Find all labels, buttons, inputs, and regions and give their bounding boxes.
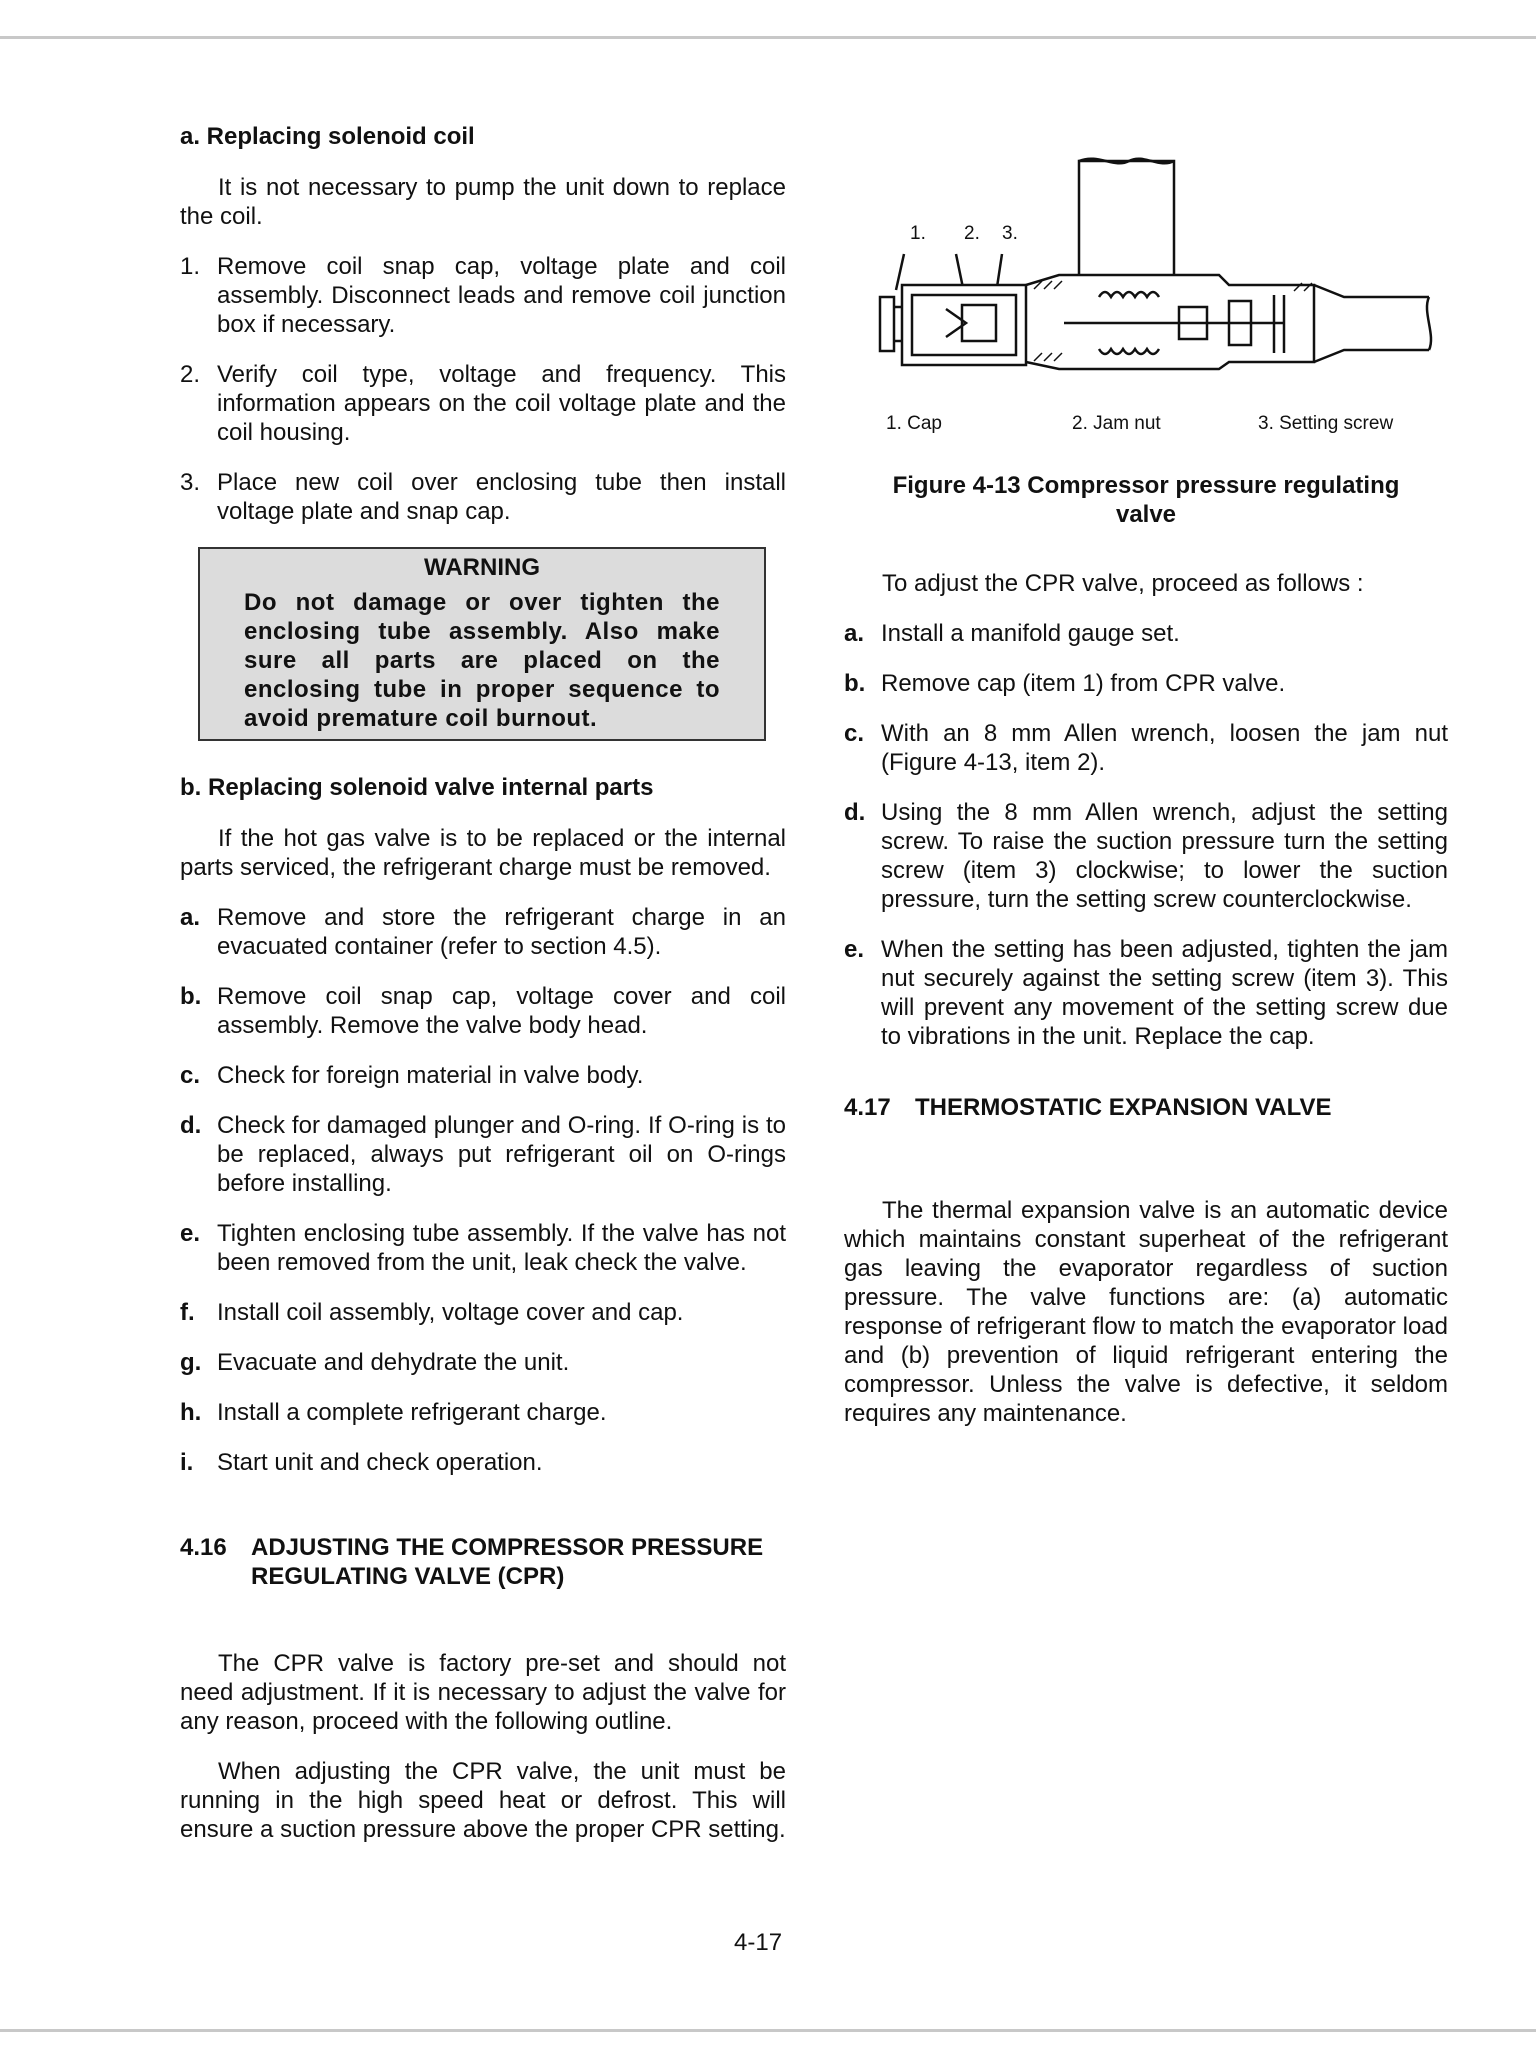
list-text: Install a manifold gauge set. xyxy=(881,620,1180,647)
legend-cap: 1. Cap xyxy=(886,413,942,434)
list-marker: i. xyxy=(180,1449,194,1476)
list-item xyxy=(180,1348,786,1377)
list-text: Check for damaged plunger and O-ring. If O-ring is to be replaced, always put refrigerant oil on O-rings before installing. xyxy=(217,1112,786,1197)
list-text: Remove coil snap cap, voltage plate and coil assembly. Disconnect leads and remove coil junction box if necessary. xyxy=(217,253,786,338)
list-text: Tighten enclosing tube assembly. If the valve has not been removed from the unit, leak check the valve. xyxy=(217,1220,786,1276)
list-marker: e. xyxy=(180,1220,201,1247)
section-heading-4-16 xyxy=(180,1533,786,1591)
list-text: Remove and store the refrigerant charge in an evacuated container (refer to section 4.5). xyxy=(217,904,786,960)
paragraph: If the hot gas valve is to be replaced or the internal parts serviced, the refrigerant charge must be removed. xyxy=(180,825,786,881)
list-marker: h. xyxy=(180,1399,202,1426)
list-marker: c. xyxy=(844,720,865,747)
paragraph: To adjust the CPR valve, proceed as follows : xyxy=(882,570,1364,597)
left-column xyxy=(180,122,786,1865)
list-text: Verify coil type, voltage and frequency. This information appears on the coil voltage plate and the coil housing. xyxy=(217,361,786,446)
list-item xyxy=(180,360,786,447)
paragraph: The thermal expansion valve is an automatic device which maintains constant superheat of the refrigerant gas leaving the evaporator regardless of suction pressure. The valve functions are: (a) automatic response of refrigerant flow to match the evaporator load and (b) prevention of liquid refrigerant entering the compressor. Unless the valve is defective, it seldom requires any maintenance. xyxy=(844,1197,1448,1427)
list-text: When the setting has been adjusted, tighten the jam nut securely against the setting screw (item 3). This will prevent any movement of the setting screw due to vibrations in the unit. Replace the cap. xyxy=(881,936,1448,1050)
paragraph: It is not necessary to pump the unit down to replace the coil. xyxy=(180,174,786,230)
list-item xyxy=(180,468,786,526)
section-title: THERMOSTATIC EXPANSION VALVE xyxy=(915,1094,1332,1121)
bottom-rule xyxy=(0,2029,1536,2032)
list-marker: b. xyxy=(180,983,202,1010)
coil-steps-list xyxy=(180,252,786,526)
list-marker: a. xyxy=(180,904,201,931)
list-text: Remove coil snap cap, voltage cover and coil assembly. Remove the valve body head. xyxy=(217,983,786,1039)
list-text: Place new coil over enclosing tube then install voltage plate and snap cap. xyxy=(217,469,786,525)
list-marker: 3. xyxy=(180,469,201,496)
list-text: Install a complete refrigerant charge. xyxy=(217,1399,607,1426)
list-item xyxy=(180,1219,786,1277)
list-marker: 2. xyxy=(180,361,201,388)
list-item xyxy=(844,798,1448,914)
list-item xyxy=(180,982,786,1040)
top-rule xyxy=(0,36,1536,39)
section-number: 4.16 xyxy=(180,1534,227,1561)
list-marker: g. xyxy=(180,1349,202,1376)
list-marker: d. xyxy=(180,1112,202,1139)
warning-box xyxy=(198,547,766,741)
internal-parts-steps-list xyxy=(180,903,786,1477)
callout-1: 1. xyxy=(910,223,926,244)
warning-title: WARNING xyxy=(424,554,540,581)
callout-3: 3. xyxy=(1002,223,1018,244)
list-item xyxy=(180,903,786,961)
list-text: Remove cap (item 1) from CPR valve. xyxy=(881,670,1286,697)
list-marker: e. xyxy=(844,936,865,963)
list-item xyxy=(180,1298,786,1327)
list-item xyxy=(180,1111,786,1198)
callout-2: 2. xyxy=(964,223,980,244)
paragraph: The CPR valve is factory pre-set and should not need adjustment. If it is necessary to adjust the valve for any reason, proceed with the following outline. xyxy=(180,1650,786,1735)
list-text: Using the 8 mm Allen wrench, adjust the setting screw. To raise the suction pressure turn the setting screw (item 3) clockwise; to lower the suction pressure, turn the setting screw counterclockwise. xyxy=(881,799,1448,913)
list-marker: c. xyxy=(180,1062,201,1089)
right-column xyxy=(844,122,1448,1449)
section-title: ADJUSTING THE COMPRESSOR PRESSURE REGULATING VALVE (CPR) xyxy=(251,1534,764,1590)
list-item xyxy=(844,935,1448,1051)
figure-caption: Figure 4-13 Compressor pressure regulating valve xyxy=(892,472,1400,528)
list-text: Check for foreign material in valve body. xyxy=(217,1062,644,1089)
list-text: Install coil assembly, voltage cover and cap. xyxy=(217,1299,684,1326)
subheading-replacing-coil: a. Replacing solenoid coil xyxy=(180,123,475,150)
paragraph: When adjusting the CPR valve, the unit must be running in the high speed heat or defrost. This will ensure a suction pressure above the proper CPR setting. xyxy=(180,1758,786,1843)
section-number: 4.17 xyxy=(844,1094,891,1121)
list-item xyxy=(844,669,1448,698)
legend-jam-nut: 2. Jam nut xyxy=(1072,413,1161,434)
cpr-valve-diagram xyxy=(874,157,1434,387)
list-marker: f. xyxy=(180,1299,195,1326)
subheading-internal-parts: b. Replacing solenoid valve internal parts xyxy=(180,774,654,801)
figure-cpr-valve xyxy=(844,147,1448,471)
list-marker: b. xyxy=(844,670,866,697)
list-marker: a. xyxy=(844,620,865,647)
list-marker: 1. xyxy=(180,253,201,280)
list-text: Evacuate and dehydrate the unit. xyxy=(217,1349,570,1376)
list-item xyxy=(180,252,786,339)
list-item xyxy=(844,719,1448,777)
warning-text: Do not damage or over tighten the enclosing tube assembly. Also make sure all parts are placed on the enclosing tube in proper sequence to avoid premature coil burnout. xyxy=(244,589,720,732)
page-number: 4-17 xyxy=(734,1929,783,1956)
list-item xyxy=(844,619,1448,648)
list-item xyxy=(180,1398,786,1427)
section-heading-4-17 xyxy=(844,1093,1448,1122)
list-marker: d. xyxy=(844,799,866,826)
cpr-adjust-steps-list xyxy=(844,619,1448,1051)
list-text: Start unit and check operation. xyxy=(217,1449,543,1476)
legend-setting-screw: 3. Setting screw xyxy=(1258,413,1394,434)
list-item xyxy=(180,1448,786,1477)
list-item xyxy=(180,1061,786,1090)
list-text: With an 8 mm Allen wrench, loosen the jam nut (Figure 4-13, item 2). xyxy=(881,720,1448,776)
